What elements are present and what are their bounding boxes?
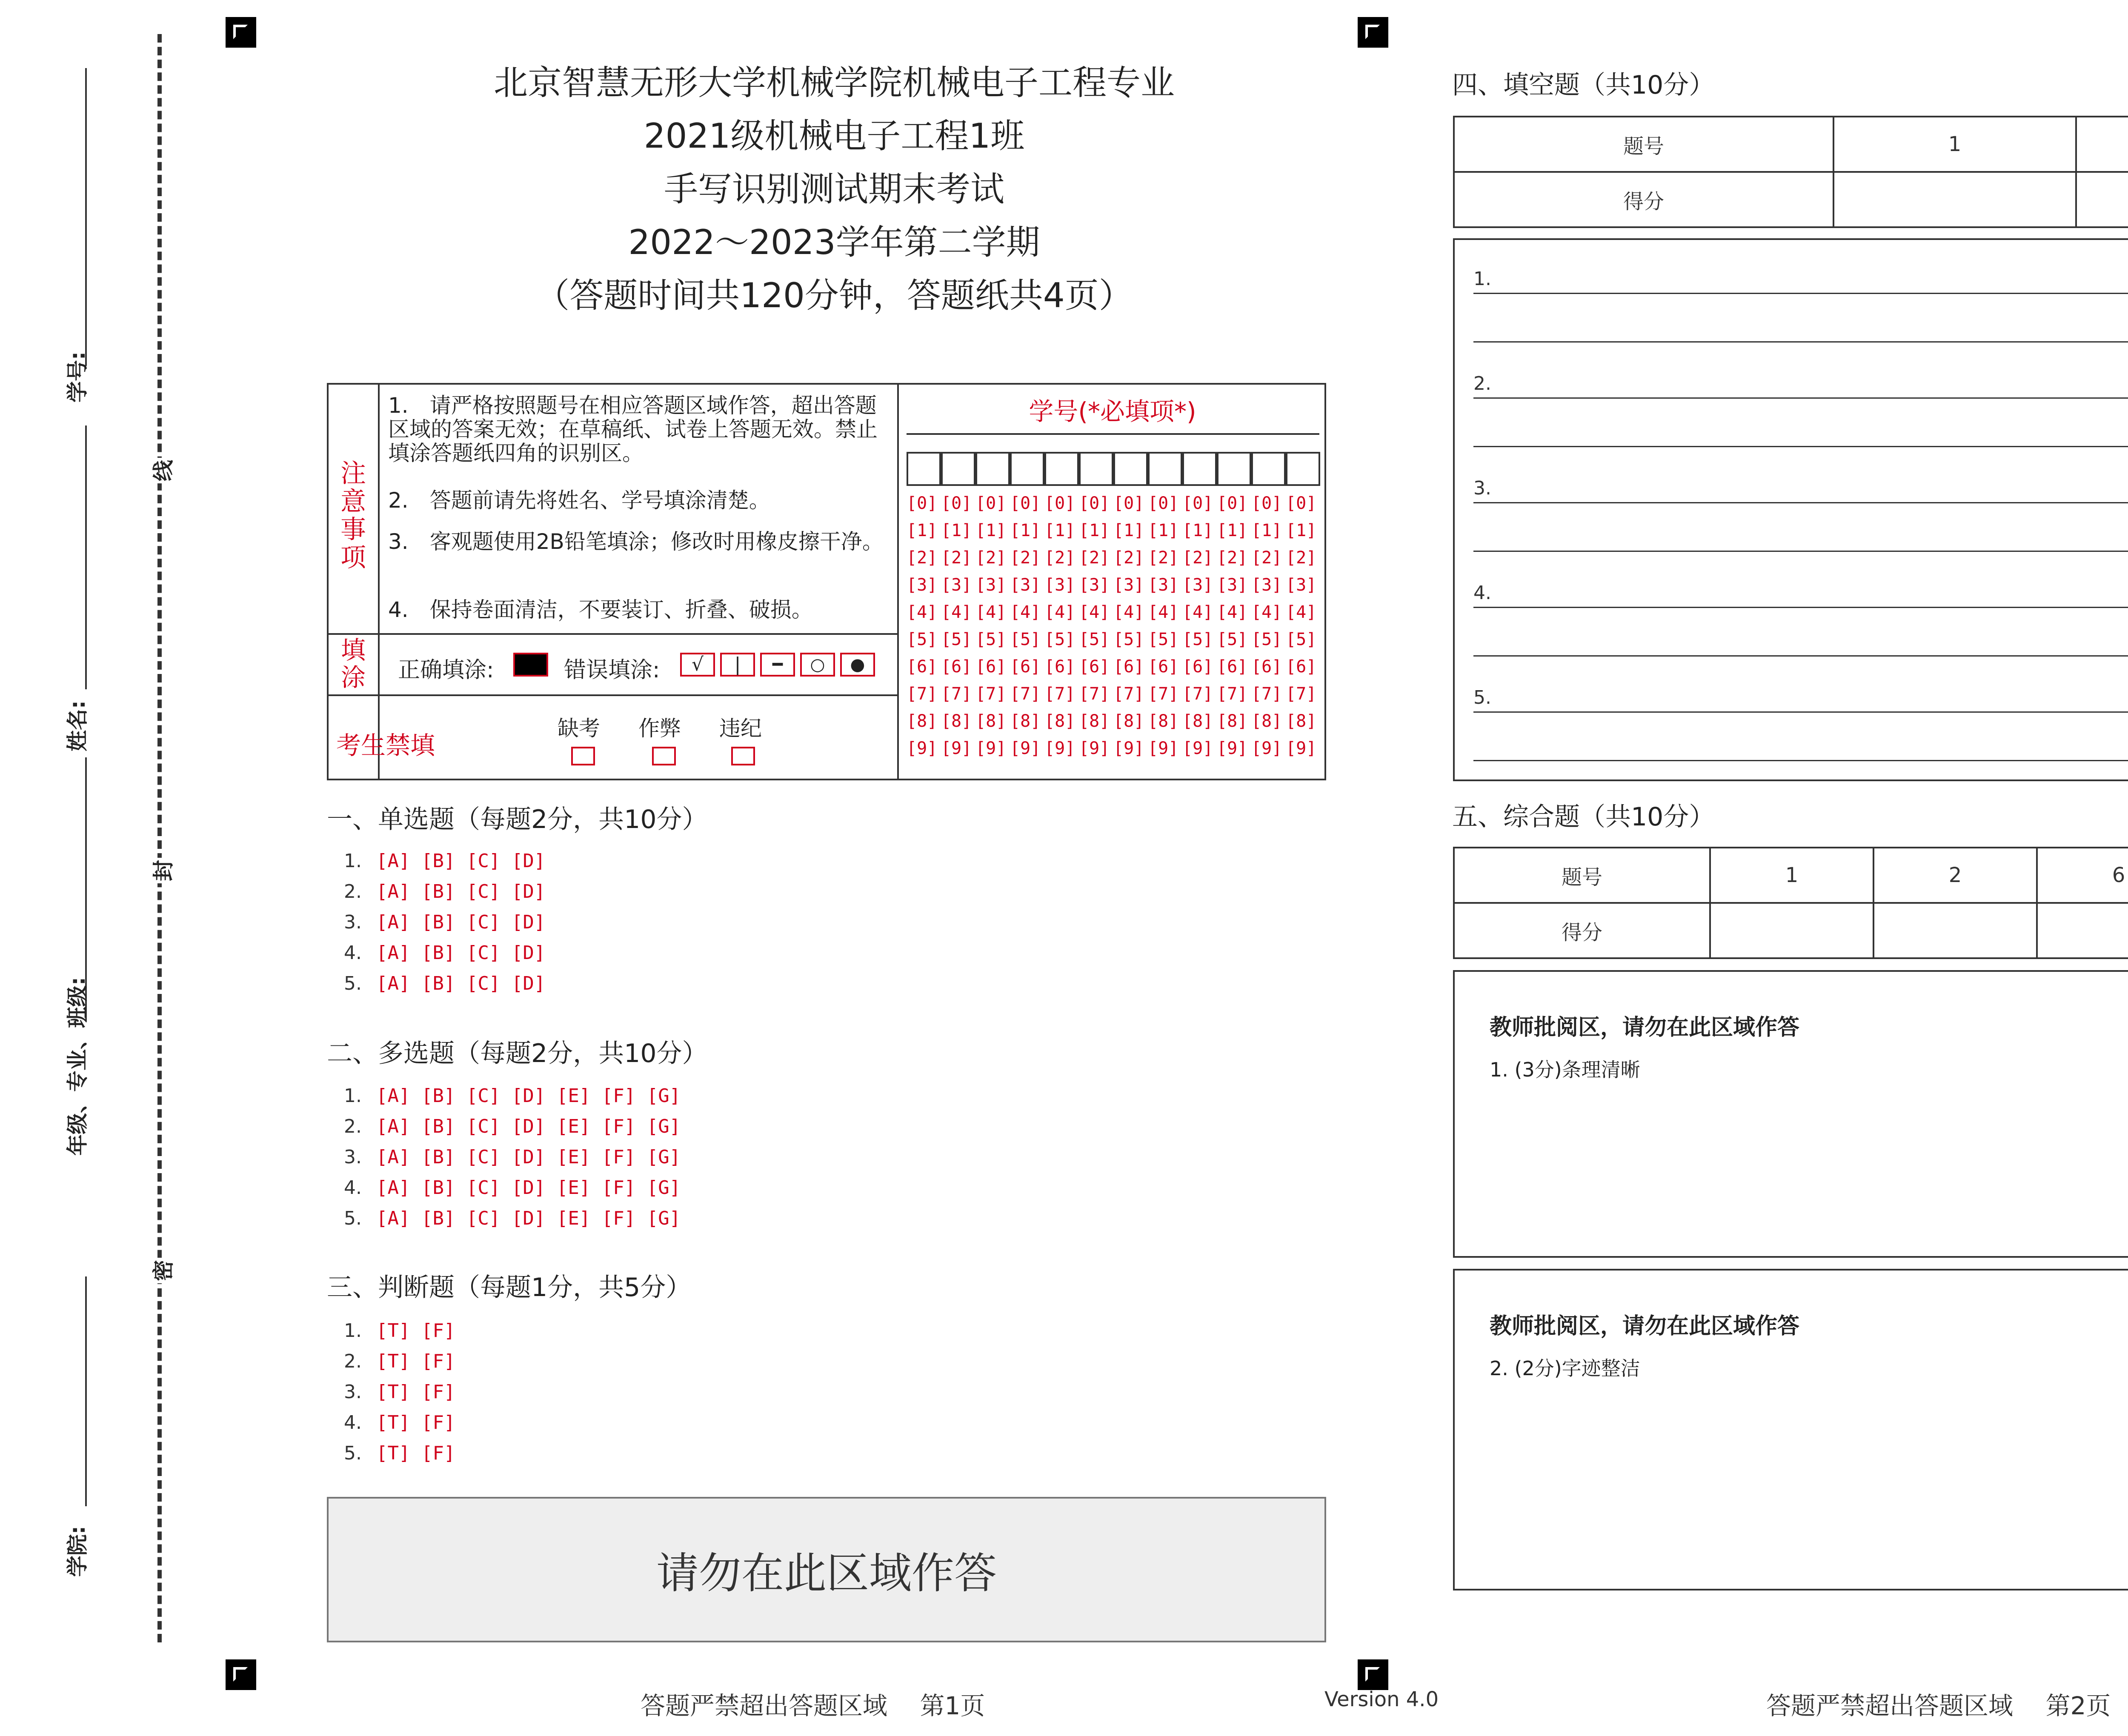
cut-char-close: 密 <box>146 1258 177 1283</box>
forbid-absent-label: 缺考 <box>558 716 600 741</box>
section5-title: 五、综合题（共10分） <box>1452 802 1715 832</box>
student-id-bubble[interactable]: [0] <box>1079 494 1110 513</box>
correct-fill-sample <box>513 653 548 677</box>
student-id-bubble[interactable]: [2] <box>975 548 1007 568</box>
student-id-bubble[interactable]: [1] <box>1217 521 1248 540</box>
notice-item-3: 3. 客观题使用2B铅笔填涂；修改时用橡皮擦干净。 <box>388 529 884 554</box>
student-id-bubble[interactable]: [0] <box>941 494 972 513</box>
cut-char-seal: 封 <box>146 858 177 883</box>
wrong-fill-sample-dot: ● <box>840 653 875 677</box>
section4-item-number: 4. <box>1473 582 1491 604</box>
student-id-bubble[interactable]: [4] <box>1148 602 1179 622</box>
student-id-bubble[interactable]: [6] <box>1044 657 1075 677</box>
student-id-bubble[interactable]: [3] <box>907 575 938 595</box>
section3-row-number: 3. <box>344 1381 362 1403</box>
student-id-digit-box[interactable] <box>1182 452 1217 486</box>
student-id-bubble[interactable]: [8] <box>1010 711 1041 731</box>
binding-label-student-id: 学号: <box>65 351 90 403</box>
student-id-bubble[interactable]: [8] <box>1286 711 1317 731</box>
student-id-bubble[interactable]: [8] <box>1044 711 1075 731</box>
student-id-bubble[interactable]: [5] <box>1251 630 1282 649</box>
student-id-title-underline <box>907 433 1319 435</box>
student-id-bubble[interactable]: [4] <box>1217 602 1248 622</box>
section2-row-number: 4. <box>344 1177 362 1199</box>
section4-answer-line[interactable] <box>1473 711 2128 713</box>
footer-page2: 答题严禁超出答题区域 第2页 <box>1766 1691 2111 1720</box>
student-id-bubble[interactable]: [1] <box>1044 521 1075 540</box>
student-id-bubble[interactable]: [5] <box>1044 630 1075 649</box>
student-id-bubble[interactable]: [1] <box>1079 521 1110 540</box>
student-id-bubble[interactable]: [1] <box>1148 521 1179 540</box>
student-id-bubble[interactable]: [9] <box>941 739 972 758</box>
student-id-bubble[interactable]: [0] <box>1286 494 1317 513</box>
student-id-bubble[interactable]: [6] <box>1217 657 1248 677</box>
student-id-digit-box[interactable] <box>975 452 1010 486</box>
fill-title: 填涂 <box>340 636 366 692</box>
student-id-bubble[interactable]: [9] <box>975 739 1007 758</box>
section3-row-number: 2. <box>344 1351 362 1372</box>
student-id-bubble[interactable]: [0] <box>1148 494 1179 513</box>
student-id-digit-box[interactable] <box>1286 452 1320 486</box>
student-id-bubble[interactable]: [6] <box>941 657 972 677</box>
section1-row-options[interactable]: [A] [B] [C] [D] <box>376 850 546 872</box>
student-id-bubble[interactable]: [7] <box>1079 684 1110 704</box>
section1-row-options[interactable]: [A] [B] [C] [D] <box>376 942 546 964</box>
section1-row-options[interactable]: [A] [B] [C] [D] <box>376 881 546 902</box>
section3-row-options[interactable]: [T] [F] <box>376 1351 455 1372</box>
section4-answer-box <box>1453 238 2128 781</box>
student-id-bubble[interactable]: [7] <box>1148 684 1179 704</box>
student-id-bubble[interactable]: [7] <box>1182 684 1213 704</box>
section4-score-label: 得分 <box>1454 172 1833 227</box>
section5-header-q6: 6 <box>2037 848 2128 903</box>
student-id-bubble[interactable]: [6] <box>1286 657 1317 677</box>
header-university: 北京智慧无形大学机械学院机械电子工程专业 <box>494 63 1175 103</box>
student-id-bubble[interactable]: [7] <box>1286 684 1317 704</box>
student-id-bubble[interactable]: [3] <box>1217 575 1248 595</box>
corner-marker-top-left <box>226 17 256 48</box>
student-id-bubble[interactable]: [9] <box>1182 739 1213 758</box>
section4-answer-line[interactable] <box>1473 446 2128 447</box>
section3-row-number: 4. <box>344 1412 362 1433</box>
student-id-bubble[interactable]: [3] <box>1010 575 1041 595</box>
student-id-bubble[interactable]: [8] <box>907 711 938 731</box>
student-id-bubble[interactable]: [4] <box>1079 602 1110 622</box>
student-id-bubble[interactable]: [5] <box>1148 630 1179 649</box>
student-id-bubble[interactable]: [1] <box>907 521 938 540</box>
section4-answer-line[interactable] <box>1473 502 2128 503</box>
binding-dashed-line <box>157 34 162 1642</box>
student-id-bubble[interactable]: [5] <box>1286 630 1317 649</box>
student-id-bubble[interactable]: [0] <box>907 494 938 513</box>
student-id-bubble[interactable]: [1] <box>1286 521 1317 540</box>
student-id-bubble[interactable]: [6] <box>975 657 1007 677</box>
student-id-bubble[interactable]: [4] <box>1286 602 1317 622</box>
student-id-bubble[interactable]: [6] <box>1148 657 1179 677</box>
student-id-bubble[interactable]: [1] <box>1113 521 1144 540</box>
student-id-bubble[interactable]: [1] <box>1251 521 1282 540</box>
section3-row-options[interactable]: [T] [F] <box>376 1320 455 1342</box>
student-id-title: 学号(*必填项*) <box>1029 397 1196 426</box>
student-id-bubble[interactable]: [4] <box>1044 602 1075 622</box>
student-id-bubble[interactable]: [8] <box>1148 711 1179 731</box>
section1-row-number: 3. <box>344 911 362 933</box>
student-id-bubble[interactable]: [5] <box>975 630 1007 649</box>
student-id-bubble[interactable]: [3] <box>941 575 972 595</box>
student-id-bubble[interactable]: [9] <box>1217 739 1248 758</box>
student-id-bubble[interactable]: [5] <box>1217 630 1248 649</box>
student-id-bubble[interactable]: [2] <box>1044 548 1075 568</box>
student-id-bubble[interactable]: [7] <box>975 684 1007 704</box>
binding-label-grade-major-class: 年级、专业、班级: <box>65 977 90 1156</box>
student-id-bubble[interactable]: [7] <box>941 684 972 704</box>
student-id-bubble[interactable]: [7] <box>1010 684 1041 704</box>
forbid-violation-label: 违纪 <box>719 716 762 741</box>
section2-row-options[interactable]: [A] [B] [C] [D] [E] [F] [G] <box>376 1085 681 1107</box>
student-id-bubble[interactable]: [5] <box>907 630 938 649</box>
section2-title: 二、多选题（每题2分，共10分） <box>327 1039 708 1068</box>
notice-row-divider-1 <box>327 633 899 635</box>
section4-score-total[interactable] <box>2076 172 2128 227</box>
student-id-bubble[interactable]: [8] <box>1182 711 1213 731</box>
student-id-bubble[interactable]: [0] <box>1251 494 1282 513</box>
section4-answer-line[interactable] <box>1473 760 2128 761</box>
student-id-bubble[interactable]: [2] <box>907 548 938 568</box>
section3-row-options[interactable]: [T] [F] <box>376 1381 455 1403</box>
correct-fill-label: 正确填涂: <box>398 657 494 683</box>
student-id-bubble[interactable]: [5] <box>1079 630 1110 649</box>
section5-box1-question: 1. (3分)条理清晰 <box>1490 1058 1640 1081</box>
section1-row-options[interactable]: [A] [B] [C] [D] <box>376 911 546 933</box>
student-id-bubble[interactable]: [9] <box>907 739 938 758</box>
corner-marker-bottom-left <box>226 1659 256 1690</box>
student-id-bubble[interactable]: [5] <box>941 630 972 649</box>
footer-version: Version 4.0 <box>1324 1687 1439 1711</box>
section4-answer-line[interactable] <box>1473 655 2128 657</box>
student-id-bubble[interactable]: [9] <box>1113 739 1144 758</box>
student-id-bubble[interactable]: [8] <box>1079 711 1110 731</box>
section5-header-q2: 2 <box>1873 848 2037 903</box>
section2-row-number: 1. <box>344 1085 362 1107</box>
student-id-bubble[interactable]: [4] <box>941 602 972 622</box>
student-id-bubble[interactable]: [6] <box>1251 657 1282 677</box>
section3-row-number: 5. <box>344 1442 362 1464</box>
notice-item-2: 2. 答题前请先将姓名、学号填涂清楚。 <box>388 488 770 513</box>
student-id-digit-box[interactable] <box>907 452 941 486</box>
student-id-bubble[interactable]: [1] <box>975 521 1007 540</box>
student-id-write-boxes <box>907 452 1320 486</box>
student-id-digit-box[interactable] <box>1044 452 1079 486</box>
section4-score-table <box>1453 116 2128 228</box>
wrong-fill-sample-circle: ○ <box>800 653 835 677</box>
binding-label-line-1 <box>85 68 87 366</box>
forbid-cheat-label: 作弊 <box>638 716 681 741</box>
section4-answer-line[interactable] <box>1473 341 2128 343</box>
section4-answer-line[interactable] <box>1473 397 2128 399</box>
student-id-bubble[interactable]: [3] <box>1079 575 1110 595</box>
section2-row-number: 2. <box>344 1116 362 1137</box>
section3-title: 三、判断题（每题1分，共5分） <box>327 1273 692 1302</box>
notice-title: 注意事项 <box>340 459 366 573</box>
corner-marker-bottom-center <box>1358 1659 1388 1690</box>
header-term: 2022～2023学年第二学期 <box>628 223 1040 262</box>
student-id-bubble[interactable]: [5] <box>1113 630 1144 649</box>
section4-item-number: 2. <box>1473 373 1491 394</box>
binding-label-line-4 <box>85 1276 87 1506</box>
notice-item-4: 4. 保持卷面清洁，不要装订、折叠、破损。 <box>388 597 813 622</box>
section5-box2-question: 2. (2分)字迹整洁 <box>1490 1357 1640 1380</box>
student-id-bubble[interactable]: [2] <box>1010 548 1041 568</box>
no-answer-zone <box>327 1497 1326 1642</box>
student-id-bubble[interactable]: [2] <box>1217 548 1248 568</box>
student-id-bubble[interactable]: [2] <box>1113 548 1144 568</box>
section4-header-total <box>2076 117 2128 172</box>
student-id-bubble[interactable]: [3] <box>1044 575 1075 595</box>
section1-row-number: 5. <box>344 973 362 994</box>
student-id-bubble[interactable]: [0] <box>1217 494 1248 513</box>
student-id-digit-box[interactable] <box>1251 452 1286 486</box>
student-id-bubble[interactable]: [9] <box>1044 739 1075 758</box>
student-id-digit-box[interactable] <box>1079 452 1113 486</box>
section4-item-number: 1. <box>1473 268 1491 290</box>
student-id-bubble[interactable]: [2] <box>941 548 972 568</box>
section5-box2-heading: 教师批阅区，请勿在此区域作答 <box>1490 1313 1800 1339</box>
student-id-bubble[interactable]: [7] <box>1251 684 1282 704</box>
notice-title-divider <box>378 383 380 780</box>
section4-score-q1[interactable] <box>1833 172 2076 227</box>
student-id-bubble[interactable]: [6] <box>907 657 938 677</box>
section2-row-options[interactable]: [A] [B] [C] [D] [E] [F] [G] <box>376 1208 681 1229</box>
student-id-bubble-grid <box>907 494 1324 774</box>
student-id-bubble[interactable]: [8] <box>1113 711 1144 731</box>
wrong-fill-sample-dash: ━ <box>760 653 795 677</box>
binding-label-line-2 <box>85 425 87 689</box>
notice-row-divider-2 <box>327 694 899 696</box>
section4-answer-line[interactable] <box>1473 607 2128 608</box>
section5-header-q1: 1 <box>1710 848 1873 903</box>
student-id-bubble[interactable]: [9] <box>1148 739 1179 758</box>
wrong-fill-sample-bar: | <box>720 653 755 677</box>
student-id-bubble[interactable]: [6] <box>1010 657 1041 677</box>
section5-score-label: 得分 <box>1454 903 1710 958</box>
student-id-digit-box[interactable] <box>1113 452 1148 486</box>
student-id-bubble[interactable]: [0] <box>1010 494 1041 513</box>
section2-row-options[interactable]: [A] [B] [C] [D] [E] [F] [G] <box>376 1116 681 1137</box>
forbid-title: 考生禁填 <box>336 731 435 760</box>
student-id-bubble[interactable]: [6] <box>1079 657 1110 677</box>
notice-id-divider <box>897 383 899 780</box>
student-id-bubble[interactable]: [8] <box>975 711 1007 731</box>
section1-row-number: 2. <box>344 881 362 902</box>
student-id-bubble[interactable]: [4] <box>1251 602 1282 622</box>
student-id-digit-box[interactable] <box>1148 452 1182 486</box>
section2-row-number: 5. <box>344 1208 362 1229</box>
student-id-bubble[interactable]: [5] <box>1010 630 1041 649</box>
forbid-cheat-box[interactable] <box>652 747 676 765</box>
forbid-absent-box[interactable] <box>571 747 595 765</box>
forbid-violation-box[interactable] <box>731 747 755 765</box>
student-id-bubble[interactable]: [4] <box>975 602 1007 622</box>
student-id-bubble[interactable]: [3] <box>1113 575 1144 595</box>
section4-header-q1: 1 <box>1833 117 2076 172</box>
corner-marker-top-center <box>1358 17 1388 48</box>
student-id-bubble[interactable]: [4] <box>1113 602 1144 622</box>
section2-row-number: 3. <box>344 1146 362 1168</box>
section2-row-options[interactable]: [A] [B] [C] [D] [E] [F] [G] <box>376 1146 681 1168</box>
student-id-bubble[interactable]: [9] <box>1079 739 1110 758</box>
no-answer-zone-label: 请勿在此区域作答 <box>656 1548 997 1598</box>
footer-page1: 答题严禁超出答题区域 第1页 <box>641 1691 985 1720</box>
section4-answer-line[interactable] <box>1473 293 2128 294</box>
student-id-bubble[interactable]: [2] <box>1079 548 1110 568</box>
student-id-bubble[interactable]: [8] <box>1251 711 1282 731</box>
section3-row-number: 1. <box>344 1320 362 1342</box>
student-id-bubble[interactable]: [4] <box>1010 602 1041 622</box>
header-time-pages: （答题时间共120分钟，答题纸共4页） <box>535 276 1133 315</box>
student-id-bubble[interactable]: [7] <box>1113 684 1144 704</box>
student-id-bubble[interactable]: [0] <box>975 494 1007 513</box>
student-id-bubble[interactable]: [7] <box>907 684 938 704</box>
section4-item-number: 5. <box>1473 687 1491 708</box>
student-id-bubble[interactable]: [5] <box>1182 630 1213 649</box>
section4-answer-line[interactable] <box>1473 551 2128 552</box>
student-id-digit-box[interactable] <box>941 452 975 486</box>
student-id-bubble[interactable]: [0] <box>1182 494 1213 513</box>
student-id-bubble[interactable]: [8] <box>941 711 972 731</box>
student-id-digit-box[interactable] <box>1217 452 1251 486</box>
notice-item-1: 1. 请严格按照题号在相应答题区域作答，超出答题区域的答案无效；在草稿纸、试卷上答题无效。禁止填涂答题纸四角的识别区。 <box>388 393 878 465</box>
student-id-bubble[interactable]: [9] <box>1010 739 1041 758</box>
section5-score-q6[interactable] <box>2037 903 2128 958</box>
wrong-fill-sample-check: √ <box>680 653 715 677</box>
student-id-bubble[interactable]: [1] <box>1010 521 1041 540</box>
student-id-bubble[interactable]: [9] <box>1286 739 1317 758</box>
student-id-bubble[interactable]: [7] <box>1217 684 1248 704</box>
student-id-bubble[interactable]: [4] <box>1182 602 1213 622</box>
section2-row-options[interactable]: [A] [B] [C] [D] [E] [F] [G] <box>376 1177 681 1199</box>
binding-label-name: 姓名: <box>65 700 90 751</box>
student-id-bubble[interactable]: [3] <box>1251 575 1282 595</box>
student-id-bubble[interactable]: [2] <box>1251 548 1282 568</box>
binding-label-college: 学院: <box>65 1526 90 1577</box>
section5-score-table <box>1453 847 2128 959</box>
student-id-bubble[interactable]: [2] <box>1148 548 1179 568</box>
student-id-bubble[interactable]: [3] <box>975 575 1007 595</box>
student-id-bubble[interactable]: [3] <box>1148 575 1179 595</box>
student-id-digit-box[interactable] <box>1010 452 1044 486</box>
section5-header-question: 题号 <box>1454 848 1710 903</box>
wrong-fill-label: 错误填涂: <box>564 657 660 683</box>
header-exam-name: 手写识别测试期末考试 <box>664 169 1004 209</box>
section1-row-options[interactable]: [A] [B] [C] [D] <box>376 973 546 994</box>
section4-title: 四、填空题（共10分） <box>1452 70 1715 100</box>
section5-box1-heading: 教师批阅区，请勿在此区域作答 <box>1490 1015 1800 1040</box>
student-id-bubble[interactable]: [0] <box>1044 494 1075 513</box>
student-id-bubble[interactable]: [9] <box>1251 739 1282 758</box>
student-id-bubble[interactable]: [4] <box>907 602 938 622</box>
student-id-bubble[interactable]: [7] <box>1044 684 1075 704</box>
header-class: 2021级机械电子工程1班 <box>644 116 1025 156</box>
student-id-bubble[interactable]: [3] <box>1182 575 1213 595</box>
student-id-bubble[interactable]: [0] <box>1113 494 1144 513</box>
section5-score-q2[interactable] <box>1873 903 2037 958</box>
section1-row-number: 1. <box>344 850 362 872</box>
section5-score-q1[interactable] <box>1710 903 1873 958</box>
student-id-bubble[interactable]: [6] <box>1113 657 1144 677</box>
cut-char-line: 线 <box>146 458 177 483</box>
student-id-bubble[interactable]: [2] <box>1182 548 1213 568</box>
student-id-bubble[interactable]: [3] <box>1286 575 1317 595</box>
student-id-bubble[interactable]: [2] <box>1286 548 1317 568</box>
section1-row-number: 4. <box>344 942 362 964</box>
section1-title: 一、单选题（每题2分，共10分） <box>327 805 708 834</box>
student-id-bubble[interactable]: [1] <box>941 521 972 540</box>
section4-item-number: 3. <box>1473 477 1491 499</box>
section3-row-options[interactable]: [T] [F] <box>376 1412 455 1433</box>
student-id-bubble[interactable]: [1] <box>1182 521 1213 540</box>
section3-row-options[interactable]: [T] [F] <box>376 1442 455 1464</box>
student-id-bubble[interactable]: [8] <box>1217 711 1248 731</box>
section4-header-question: 题号 <box>1454 117 1833 172</box>
student-id-bubble[interactable]: [6] <box>1182 657 1213 677</box>
